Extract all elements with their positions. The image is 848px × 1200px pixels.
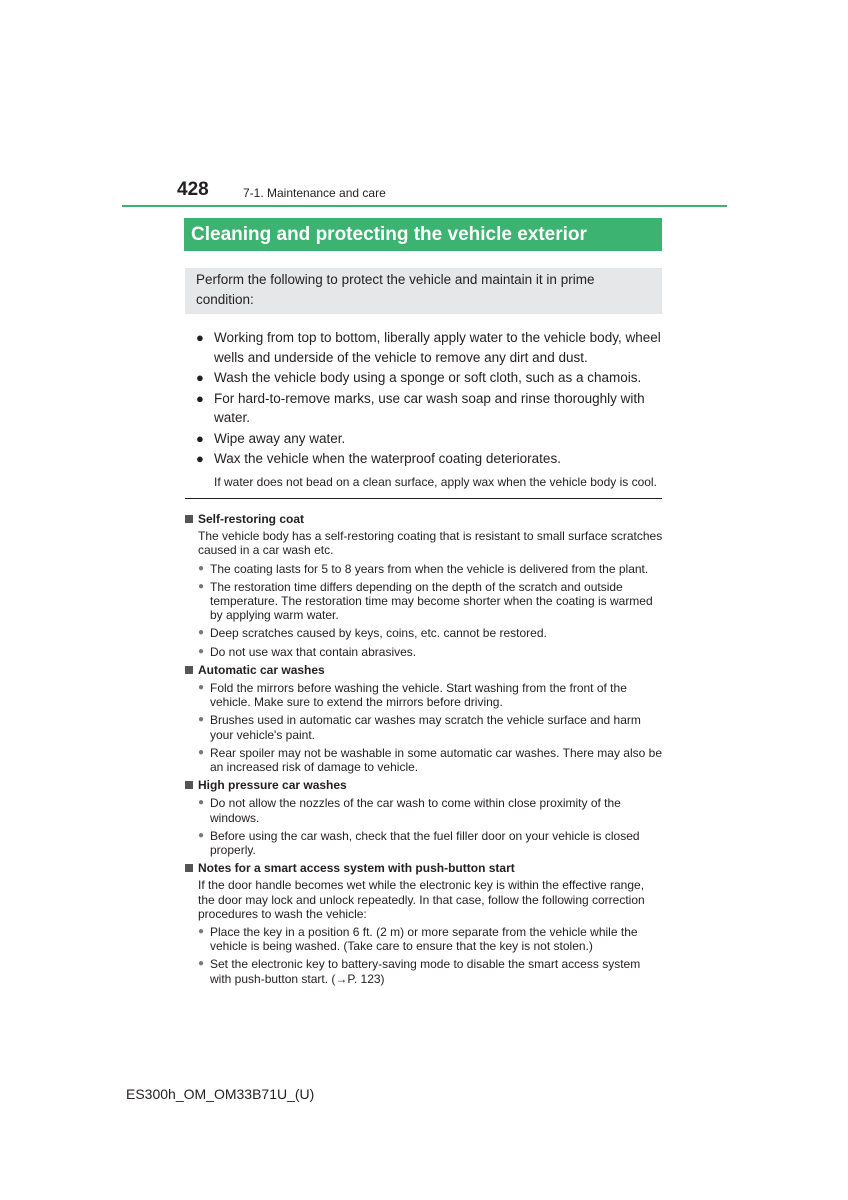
list-item: ● Working from top to bottom, liberally apply water to the vehicle body, wheel wells and underside of the vehicle to remove any dirt and dust. <box>196 330 661 365</box>
note-bullet: ● The coating lasts for 5 to 8 years from when the vehicle is delivered from the plant. <box>198 561 649 576</box>
main-list <box>196 328 662 470</box>
bullet-icon: ● <box>196 451 204 466</box>
bullet-icon: ● <box>198 682 205 694</box>
square-icon <box>185 666 193 674</box>
bullet-icon: ● <box>196 430 204 446</box>
bullet-icon: ● <box>196 370 204 385</box>
main-note: If water does not bead on a clean surface, apply wax when the vehicle body is cool. <box>214 475 657 489</box>
bullet-icon: ● <box>198 580 205 592</box>
note-bullet: ● Set the electronic key to battery-saving mode to disable the smart access system with push-button start. (→P. 123) <box>198 957 641 986</box>
header-rule <box>122 205 727 207</box>
note-bullet: ● Do not allow the nozzles of the car wash to come within close proximity of the windows. <box>198 796 621 825</box>
list-item: ● Wash the vehicle body using a sponge or soft cloth, such as a chamois. <box>196 368 662 388</box>
page-number: 428 <box>177 179 209 200</box>
bullet-icon: ● <box>196 390 204 406</box>
note-bullet: ● Brushes used in automatic car washes may scratch the vehicle surface and harm your vehicle's paint. <box>198 713 641 742</box>
notes <box>185 508 663 986</box>
bullet-icon: ● <box>198 645 205 657</box>
footer-code: ES300h_OM_OM33B71U_(U) <box>126 1086 315 1102</box>
bullet-icon: ● <box>198 926 205 938</box>
bullet-icon: ● <box>198 627 205 639</box>
note-heading: Automatic car washes <box>185 663 663 677</box>
section-label: 7-1. Maintenance and care <box>243 186 386 200</box>
bullet-icon: ● <box>198 797 205 809</box>
notes-divider <box>185 498 662 499</box>
list-item: ● Wipe away any water. <box>196 429 662 449</box>
note-bullet: ● Place the key in a position 6 ft. (2 m) or more separate from the vehicle while the vehicle is being washed. (Take care to ensure that the key is not stolen.) <box>198 925 638 954</box>
note-bullet: ● The restoration time differs depending on the depth of the scratch and outside temperature. The restoration time may become shorter when the coating is warmed by applying warm water. <box>198 579 653 623</box>
list-item: ● For hard-to-remove marks, use car wash soap and rinse thoroughly with water. <box>196 390 645 425</box>
list-item: ● Wax the vehicle when the waterproof coating deteriorates. <box>196 449 662 469</box>
page-title: Cleaning and protecting the vehicle exterior <box>184 218 662 251</box>
bullet-icon: ● <box>196 330 204 345</box>
bullet-icon: ● <box>198 829 205 841</box>
square-icon <box>185 864 193 872</box>
note-bullet: ● Rear spoiler may not be washable in some automatic car washes. There may also be an increased risk of damage to vehicle. <box>198 745 662 775</box>
note-bullet: ● Deep scratches caused by keys, coins, etc. cannot be restored. <box>198 626 547 641</box>
note-heading: Self-restoring coat <box>185 512 663 526</box>
bullet-icon: ● <box>198 562 205 574</box>
note-heading: Notes for a smart access system with push-button start <box>185 861 663 875</box>
note-bullet: ● Do not use wax that contain abrasives. <box>198 644 417 659</box>
note-paragraph: The vehicle body has a self-restoring coating that is resistant to small surface scratches caused in a car wash etc. <box>198 529 663 558</box>
intro-box: Perform the following to protect the vehicle and maintain it in prime condition: <box>185 268 662 314</box>
note-paragraph: If the door handle becomes wet while the electronic key is within the effective range, the door may lock and unlock repeatedly. In that case, follow the following correction procedures to wash the vehicle: <box>198 878 645 921</box>
note-heading: High pressure car washes <box>185 778 663 792</box>
square-icon <box>185 515 193 523</box>
note-bullet: ● Fold the mirrors before washing the vehicle. Start washing from the front of the vehicle. Make sure to extend the mirrors before driving. <box>198 681 627 710</box>
square-icon <box>185 781 193 789</box>
bullet-icon: ● <box>198 958 205 970</box>
bullet-icon: ● <box>198 714 205 726</box>
note-bullet: ● Before using the car wash, check that the fuel filler door on your vehicle is closed properly. <box>198 828 640 858</box>
bullet-icon: ● <box>198 746 205 758</box>
